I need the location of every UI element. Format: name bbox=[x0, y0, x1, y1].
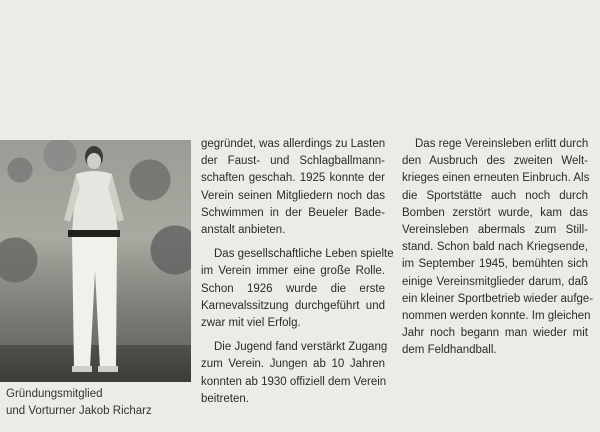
text-line: im Verein immer eine große Rolle. bbox=[201, 265, 385, 278]
text-line: einige Vereinsmitglieder darum, daß bbox=[402, 275, 588, 288]
text-line: Verein seinen Mitgliedern noch das bbox=[201, 189, 385, 202]
text-line: konnten ab 1930 offiziell dem Verein bbox=[201, 375, 387, 388]
caption-line: und Vorturner Jakob Richarz bbox=[6, 405, 152, 417]
text-column-left bbox=[201, 136, 394, 408]
text-line: gegründet, was allerdings zu Lasten bbox=[201, 138, 386, 150]
caption-line: Gründungsmitglied bbox=[6, 388, 103, 400]
photo-caption bbox=[6, 386, 186, 420]
text-line: Schwimmen in der Beueler Bade- bbox=[201, 206, 385, 219]
text-line: schaften geschah. 1925 konnte der bbox=[201, 172, 385, 185]
text-line: Das gesellschaftliche Leben spielte bbox=[214, 248, 394, 261]
text-line: Schon 1926 wurde die erste bbox=[201, 282, 385, 295]
text-column-right bbox=[402, 136, 594, 360]
text-line: im September 1945, bemühten sich bbox=[402, 258, 588, 271]
text-line: zum Verein. Jungen ab 10 Jahren bbox=[201, 358, 385, 371]
text-line: Karnevalssitzung durchgeführt und bbox=[201, 299, 385, 312]
text-line: Jahr noch begann man wieder mit bbox=[402, 327, 588, 340]
text-line: anstalt anbieten. bbox=[201, 224, 286, 237]
text-line: Vereinsleben abermals zum Still- bbox=[402, 224, 588, 237]
text-line: Bomben zerstört wurde, kam das bbox=[402, 206, 588, 219]
text-line: Die Jugend fand verstärkt Zugang bbox=[214, 341, 388, 354]
text-line: der Faust- und Schlagballmann- bbox=[201, 155, 385, 168]
text-line: beitreten. bbox=[201, 392, 249, 405]
text-line: dem Feldhandball. bbox=[402, 344, 497, 357]
text-line: stand. Schon bald nach Kriegsende, bbox=[402, 241, 588, 254]
text-line: krieges einen erneuten Einbruch. Als bbox=[402, 172, 590, 185]
historical-photo bbox=[0, 140, 191, 382]
text-line: die Sportstätte auch noch durch bbox=[402, 189, 588, 202]
text-line: den Ausbruch des zweiten Welt- bbox=[402, 155, 588, 168]
text-line: Das rege Vereinsleben erlitt durch bbox=[415, 138, 589, 150]
text-line: ein kleiner Sportbetrieb wieder aufge- bbox=[402, 292, 594, 305]
gymnast-figure bbox=[0, 140, 191, 382]
text-line: zwar mit viel Erfolg. bbox=[201, 317, 301, 330]
text-line: nommen werden konnte. Im gleichen bbox=[402, 310, 591, 323]
